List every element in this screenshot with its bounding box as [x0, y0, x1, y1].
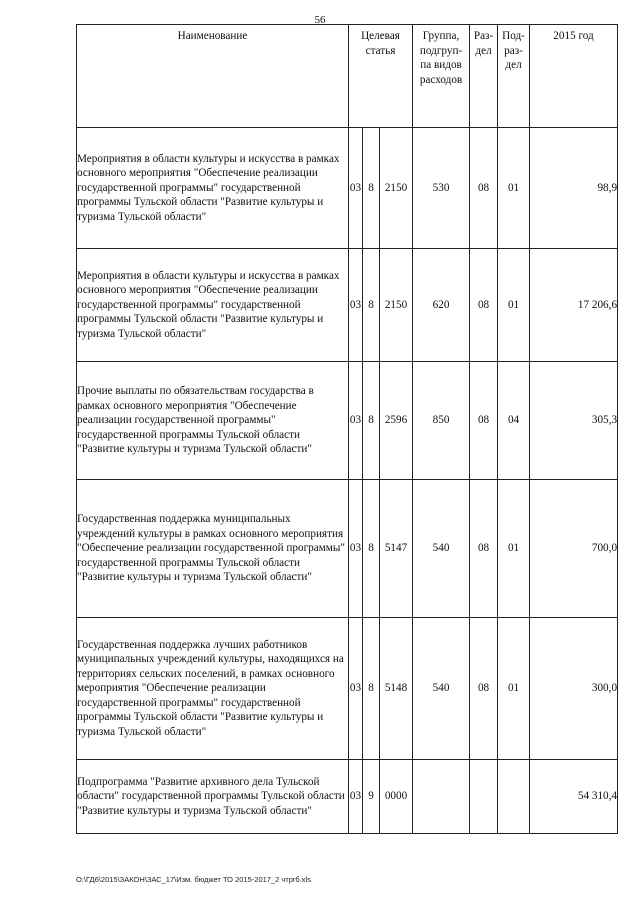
file-path-footer: O:\ГД6\2015\ЗАКОН\ЗАС_17\Изм. бюджет ТО 2015-2017_2 чтprб.xls: [76, 875, 311, 884]
row-subsection: 01: [498, 128, 530, 249]
budget-table: [76, 24, 618, 834]
row-amount: 98,9: [530, 128, 618, 249]
row-group: 540: [413, 480, 470, 618]
table-row: [77, 618, 618, 760]
row-code-a: 03: [349, 249, 363, 362]
row-code-c: 5147: [380, 480, 413, 618]
row-subsection: [498, 760, 530, 834]
row-section: [470, 760, 498, 834]
table-row: [77, 362, 618, 480]
row-group: [413, 760, 470, 834]
row-code-c: 0000: [380, 760, 413, 834]
row-amount: 700,0: [530, 480, 618, 618]
header-year: 2015 год: [530, 25, 618, 128]
row-code-b: 8: [363, 249, 380, 362]
row-code-a: 03: [349, 480, 363, 618]
row-name: Мероприятия в области культуры и искусства в рамках основного мероприятия "Обеспечение реализации государственной программы" государственной программы Тульской области "Развитие культуры и туризма Тульской области": [77, 128, 349, 249]
row-subsection: 01: [498, 480, 530, 618]
page-number: 56: [314, 14, 326, 26]
row-code-b: 8: [363, 128, 380, 249]
row-amount: 305,3: [530, 362, 618, 480]
row-name: Государственная поддержка лучших работников муниципальных учреждений культуры, находящихся на территориях сельских поселений, в рамках основного мероприятия "Обеспечение реализации государственной программы" государственной программы Тульской области "Развитие культуры и туризма Тульской области": [77, 618, 349, 760]
row-subsection: 01: [498, 249, 530, 362]
row-code-b: 8: [363, 362, 380, 480]
row-code-c: 2150: [380, 128, 413, 249]
row-subsection: 04: [498, 362, 530, 480]
row-group: 620: [413, 249, 470, 362]
header-section: Раз-дел: [470, 25, 498, 128]
row-name: Прочие выплаты по обязательствам государства в рамках основного мероприятия "Обеспечение реализации государственной программы" государственной программы Тульской области "Развитие культуры и туризма Тульской области": [77, 362, 349, 480]
row-code-c: 2150: [380, 249, 413, 362]
row-code-c: 2596: [380, 362, 413, 480]
header-group: Группа, подгруп-па видов расходов: [413, 25, 470, 128]
row-group: 850: [413, 362, 470, 480]
row-code-a: 03: [349, 618, 363, 760]
row-section: 08: [470, 362, 498, 480]
row-section: 08: [470, 249, 498, 362]
header-target-article: Целевая статья: [349, 25, 413, 128]
row-code-b: 8: [363, 618, 380, 760]
header-name: Наименование: [77, 25, 349, 128]
row-code-a: 03: [349, 760, 363, 834]
row-code-b: 9: [363, 760, 380, 834]
row-code-b: 8: [363, 480, 380, 618]
row-group: 540: [413, 618, 470, 760]
row-subsection: 01: [498, 618, 530, 760]
table-header-row: [77, 25, 618, 128]
header-subsection: Под-раз-дел: [498, 25, 530, 128]
row-name: Государственная поддержка муниципальных учреждений культуры в рамках основного мероприятия "Обеспечение реализации государственной программы" государственной программы Тульской области "Развитие культуры и туризма Тульской области": [77, 480, 349, 618]
row-code-c: 5148: [380, 618, 413, 760]
row-name: Подпрограмма "Развитие архивного дела Тульской области" государственной программы Тульской области "Развитие культуры и туризма Тульской области": [77, 760, 349, 834]
table-row: [77, 480, 618, 618]
row-group: 530: [413, 128, 470, 249]
row-code-a: 03: [349, 128, 363, 249]
row-code-a: 03: [349, 362, 363, 480]
row-section: 08: [470, 618, 498, 760]
row-name: Мероприятия в области культуры и искусства в рамках основного мероприятия "Обеспечение реализации государственной программы" государственной программы Тульской области "Развитие культуры и туризма Тульской области": [77, 249, 349, 362]
row-amount: 54 310,4: [530, 760, 618, 834]
row-amount: 300,0: [530, 618, 618, 760]
row-section: 08: [470, 480, 498, 618]
table-row: [77, 128, 618, 249]
table-row: [77, 760, 618, 834]
row-amount: 17 206,6: [530, 249, 618, 362]
table-row: [77, 249, 618, 362]
row-section: 08: [470, 128, 498, 249]
